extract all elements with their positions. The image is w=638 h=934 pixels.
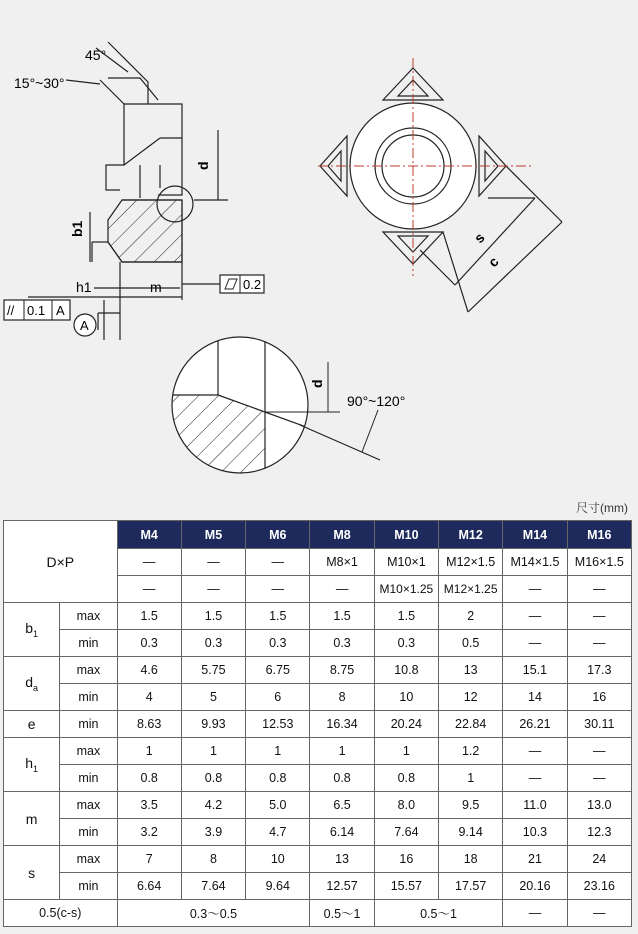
size-header: M6 [246,521,310,549]
value-cell: 15.1 [503,657,567,684]
size-header: M10 [374,521,438,549]
value-cell: 10 [246,846,310,873]
svg-text:A: A [80,318,89,333]
value-cell: 4.7 [246,819,310,846]
pitch-cell: M16×1.5 [567,549,631,576]
pitch-cell: — [181,576,245,603]
value-cell: 6.75 [246,657,310,684]
value-cell: 12 [439,684,503,711]
value-cell: — [567,630,631,657]
unit-label: 尺寸(mm) [576,501,628,515]
param-row [4,765,632,792]
dxp-label: D×P [4,521,118,603]
param-row [4,603,632,630]
c-s-label: 0.5(c-s) [4,900,118,927]
flatness-tolerance-frame [220,275,264,293]
value-cell: — [503,630,567,657]
pitch-cell: — [181,549,245,576]
value-cell: 5.0 [246,792,310,819]
c-s-row [4,900,632,927]
value-cell: 8 [310,684,374,711]
value-cell: 6.5 [310,792,374,819]
pitch-cell: — [117,576,181,603]
value-cell: 6.14 [310,819,374,846]
hatched-section [108,200,182,262]
value-cell: 6.64 [117,873,181,900]
param-row [4,846,632,873]
pitch-cell: M10×1 [374,549,438,576]
svg-text:A: A [56,303,65,318]
value-cell: 8.0 [374,792,438,819]
value-cell: 1 [246,738,310,765]
limit-label: max [60,657,117,684]
value-cell: 0.5 [439,630,503,657]
size-header: M4 [117,521,181,549]
value-cell: 1.2 [439,738,503,765]
datum-a-marker [74,314,96,336]
c-s-cell: — [567,900,631,927]
value-cell: 0.8 [117,765,181,792]
pitch-cell: — [310,576,374,603]
value-cell: 1.5 [310,603,374,630]
value-cell: 4 [117,684,181,711]
pitch-cell: M14×1.5 [503,549,567,576]
value-cell: 0.3 [117,630,181,657]
value-cell: 7.64 [181,873,245,900]
value-cell: 24 [567,846,631,873]
param-row [4,738,632,765]
size-header: M5 [181,521,245,549]
pitch-cell: M12×1.5 [439,549,503,576]
value-cell: 6 [246,684,310,711]
value-cell: 5 [181,684,245,711]
value-cell: 16 [374,846,438,873]
top-view [320,68,562,312]
value-cell: 1.5 [181,603,245,630]
value-cell: 17.3 [567,657,631,684]
pitch-cell: M12×1.25 [439,576,503,603]
label-m: m [150,279,162,295]
limit-label: min [60,711,117,738]
value-cell: 1.5 [374,603,438,630]
svg-text://: // [7,303,15,318]
value-cell: 17.57 [439,873,503,900]
value-cell: 13.0 [567,792,631,819]
angle-90-120-label: 90°~120° [347,393,406,409]
param-row [4,819,632,846]
svg-text:0.2: 0.2 [243,277,262,292]
label-d-side: d [195,161,211,170]
value-cell: — [567,603,631,630]
value-cell: 23.16 [567,873,631,900]
pitch-cell: M8×1 [310,549,374,576]
svg-text:0.1: 0.1 [27,303,46,318]
value-cell: 10.3 [503,819,567,846]
value-cell: 12.53 [246,711,310,738]
value-cell: 1.5 [246,603,310,630]
value-cell: 13 [439,657,503,684]
angle-45-label: 45° [85,47,107,63]
value-cell: — [503,738,567,765]
param-row [4,684,632,711]
pitch-cell: — [503,576,567,603]
limit-label: min [60,630,117,657]
param-row [4,711,632,738]
value-cell: 18 [439,846,503,873]
value-cell: 1 [310,738,374,765]
param-name: e [4,711,60,738]
value-cell: 9.93 [181,711,245,738]
value-cell: 0.3 [374,630,438,657]
c-s-cell: 0.5～1 [374,900,503,927]
value-cell: 3.2 [117,819,181,846]
param-row [4,873,632,900]
value-cell: 8.75 [310,657,374,684]
param-row [4,657,632,684]
value-cell: 0.8 [374,765,438,792]
value-cell: 1.5 [117,603,181,630]
value-cell: 21 [503,846,567,873]
value-cell: 16.34 [310,711,374,738]
limit-label: max [60,792,117,819]
angle-15-30-label: 15°~30° [14,75,65,91]
c-s-cell: — [503,900,567,927]
value-cell: 1 [374,738,438,765]
limit-label: min [60,684,117,711]
value-cell: 0.3 [246,630,310,657]
value-cell: 22.84 [439,711,503,738]
value-cell: — [503,765,567,792]
value-cell: 20.24 [374,711,438,738]
value-cell: 2 [439,603,503,630]
spec-body [4,603,632,927]
param-name: $h_1$ [4,738,60,792]
value-cell: 10.8 [374,657,438,684]
value-cell: 0.8 [181,765,245,792]
value-cell: 12.3 [567,819,631,846]
param-name: $b_1$ [4,603,60,657]
value-cell: 12.57 [310,873,374,900]
value-cell: 9.64 [246,873,310,900]
pitch-cell: — [117,549,181,576]
value-cell: 26.21 [503,711,567,738]
value-cell: 14 [503,684,567,711]
value-cell: 13 [310,846,374,873]
size-header: M12 [439,521,503,549]
value-cell: 1 [117,738,181,765]
value-cell: 1 [181,738,245,765]
pitch-cell: — [567,576,631,603]
value-cell: 8 [181,846,245,873]
value-cell: 20.16 [503,873,567,900]
value-cell: 1 [439,765,503,792]
param-row [4,792,632,819]
value-cell: 11.0 [503,792,567,819]
label-b1: b1 [69,220,85,237]
size-header: M14 [503,521,567,549]
param-row [4,630,632,657]
label-h1: h1 [76,279,92,295]
value-cell: — [503,603,567,630]
value-cell: 9.14 [439,819,503,846]
limit-label: min [60,765,117,792]
value-cell: 3.5 [117,792,181,819]
value-cell: — [567,738,631,765]
limit-label: min [60,873,117,900]
pitch-cell: — [246,576,310,603]
value-cell: 5.75 [181,657,245,684]
value-cell: 0.8 [246,765,310,792]
value-cell: 0.3 [310,630,374,657]
value-cell: 15.57 [374,873,438,900]
size-header: M16 [567,521,631,549]
value-cell: 4.2 [181,792,245,819]
parallelism-tolerance-frame [4,300,70,320]
value-cell: 0.8 [310,765,374,792]
pitch-cell: — [246,549,310,576]
limit-label: max [60,846,117,873]
value-cell: — [567,765,631,792]
param-name: $d_a$ [4,657,60,711]
value-cell: 7.64 [374,819,438,846]
label-d-detail: d [309,379,325,388]
value-cell: 4.6 [117,657,181,684]
value-cell: 8.63 [117,711,181,738]
value-cell: 3.9 [181,819,245,846]
value-cell: 16 [567,684,631,711]
size-header-row [4,521,632,549]
value-cell: 0.3 [181,630,245,657]
spec-table [3,520,632,927]
value-cell: 7 [117,846,181,873]
value-cell: 9.5 [439,792,503,819]
value-cell: 30.11 [567,711,631,738]
param-name: s [4,846,60,900]
c-s-cell: 0.5～1 [310,900,374,927]
pitch-cell: M10×1.25 [374,576,438,603]
label-s: s [470,229,488,247]
label-c: c [484,253,502,271]
value-cell: 10 [374,684,438,711]
c-s-cell: 0.3～0.5 [117,900,310,927]
param-name: m [4,792,60,846]
limit-label: max [60,738,117,765]
limit-label: min [60,819,117,846]
limit-label: max [60,603,117,630]
size-header: M8 [310,521,374,549]
